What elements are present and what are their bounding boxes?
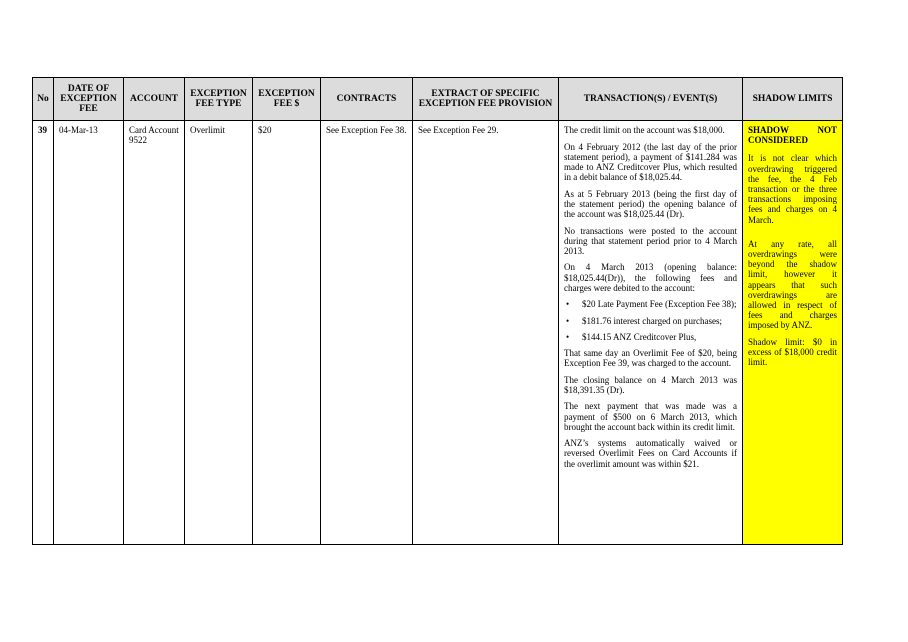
row-account: Card Account 9522 [124, 121, 185, 545]
row-shadow-limits [743, 121, 843, 545]
header-account: ACCOUNT [124, 78, 185, 121]
list-item-text: $20 Late Payment Fee (Exception Fee 38); [582, 299, 737, 310]
row-contracts: See Exception Fee 38. [321, 121, 413, 545]
txn-paragraph: That same day an Overlimit Fee of $20, being Exception Fee 39, was charged to the account. [564, 347, 737, 369]
header-date: DATE OF EXCEPTION FEE [54, 78, 124, 121]
row-number: 39 [33, 121, 54, 545]
header-fee: EXCEPTION FEE $ [253, 78, 321, 121]
shadow-paragraph: It is not clear which overdrawing triggered the fee, the 4 Feb transaction or the three transactions imposing fees and charges on 4 March. [748, 153, 837, 225]
header-extract: EXTRACT OF SPECIFIC EXCEPTION FEE PROVISION [413, 78, 559, 121]
list-item [564, 299, 737, 309]
txn-paragraph: The closing balance on 4 March 2013 was $18,391.35 (Dr). [564, 374, 737, 395]
bullet-icon: • [566, 299, 570, 310]
header-shadow-limits: SHADOW LIMITS [743, 78, 843, 121]
list-item [564, 316, 737, 326]
shadow-heading: SHADOW NOT CONSIDERED [748, 125, 837, 146]
txn-paragraph: The credit limit on the account was $18,000. [564, 125, 725, 135]
table-row [33, 121, 843, 545]
bullet-icon: • [566, 332, 570, 343]
header-row [33, 78, 843, 121]
list-item-text: $181.76 interest charged on purchases; [582, 315, 723, 326]
shadow-paragraph: At any rate, all overdrawings were beyond the shadow limit, however it appears that such overdrawings are allowed in respect of fees and charges imposed by ANZ. [748, 238, 837, 331]
list-item [564, 332, 737, 342]
txn-paragraph: No transactions were posted to the account during that statement period prior to 4 March 2013. [564, 225, 737, 256]
shadow-paragraph: Shadow limit: $0 in excess of $18,000 credit limit. [748, 336, 837, 368]
exception-fee-table [32, 77, 843, 545]
txn-paragraph: The next payment that was made was a payment of $500 on 6 March 2013, which brought the account back within its credit limit. [564, 401, 737, 432]
row-extract: See Exception Fee 29. [413, 121, 559, 545]
header-no: No [33, 78, 54, 121]
txn-paragraph: On 4 March 2013 (opening balance: $18,025.44(Dr)), the following fees and charges were debited to the account: [564, 262, 737, 293]
row-transactions [559, 121, 743, 545]
txn-paragraph: On 4 February 2012 (the last day of the prior statement period), a payment of $141.284 was made to ANZ Creditcover Plus, which resulted in a debit balance of $18,025.44. [564, 141, 737, 183]
row-fee-type: Overlimit [185, 121, 253, 545]
row-fee-amount: $20 [253, 121, 321, 545]
list-item-text: $144.15 ANZ Creditcover Plus, [582, 332, 697, 343]
txn-paragraph: As at 5 February 2013 (being the first day of the statement period) the opening balance of the account was $18,025.44 (Dr). [564, 188, 737, 220]
bullet-icon: • [566, 315, 570, 326]
txn-paragraph: ANZ’s systems automatically waived or reversed Overlimit Fees on Card Accounts if the overlimit amount was within $21. [564, 438, 737, 469]
header-fee-type: EXCEPTION FEE TYPE [185, 78, 253, 121]
fees-list [564, 299, 737, 342]
header-transactions: TRANSACTION(S) / EVENT(S) [559, 78, 743, 121]
header-contracts: CONTRACTS [321, 78, 413, 121]
row-date: 04-Mar-13 [54, 121, 124, 545]
